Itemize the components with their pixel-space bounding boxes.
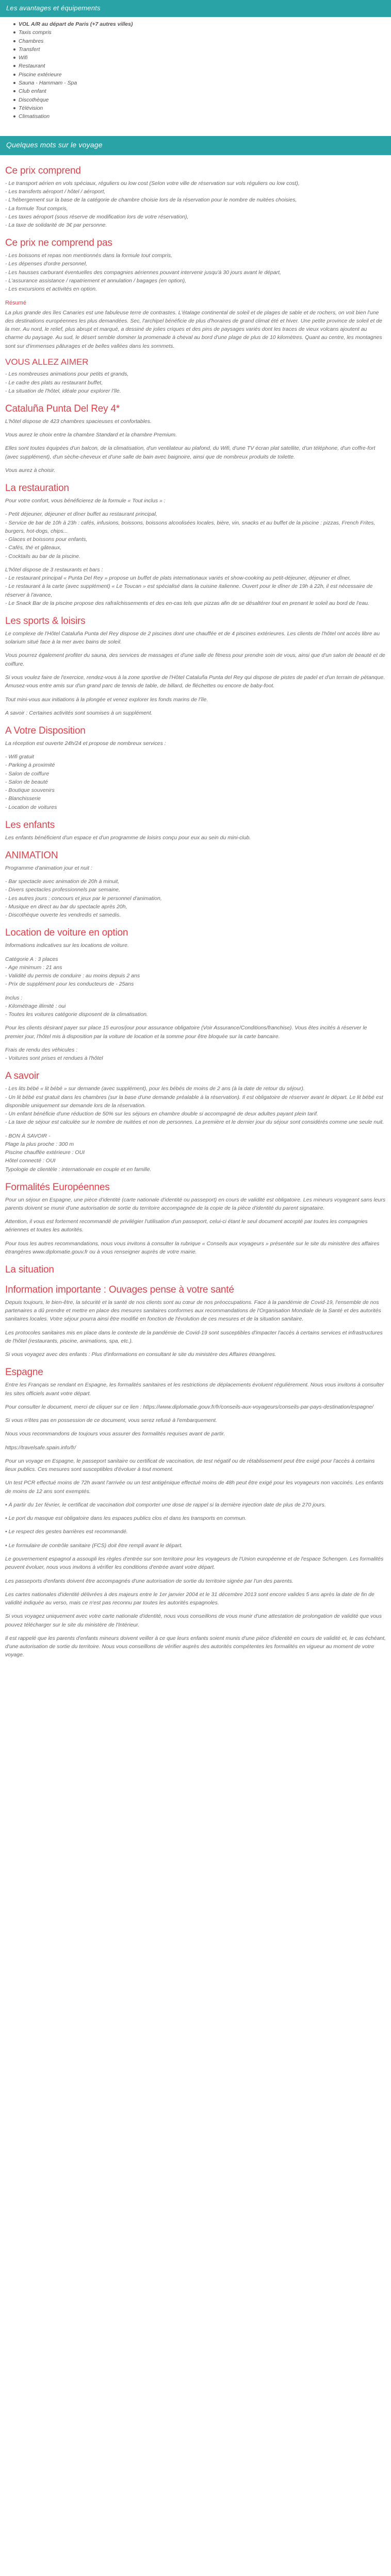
section-paragraph: - Petit déjeuner, déjeuner et dîner buffet au restaurant principal, - Service de bar de 10h à 23h : cafés, infusions, boissons, boissons alcoolisées locales, bière, vin, snacks et au buffet de la piscine : pizzas, French Frites, burgers, hot-dogs, chips... - Glaces et boissons pour enfants, - Cafés, thé et gâteaux, - Cocktails au bar de la piscine. [5, 511, 376, 560]
advantage-item: Wifi [13, 54, 383, 62]
section-paragraph: Pour un séjour en Espagne, une pièce d'identité (carte nationale d'identité ou passeport) en cours de validité est obligatoire. Les mineurs voyageant sans leurs parents doivent se munir d'une autorisation de sortie du territoire accompagnée de la copie de la pièce d'identité du parent signataire. [5, 1196, 386, 1211]
advantage-item: Climatisation [13, 112, 383, 121]
section-paragraph: Un test PCR effectué moins de 72h avant l'arrivée ou un test antigénique effectué moins de 48h peut être exigé pour les voyageurs non vaccinés. Les enfants de moins de 12 ans sont exemptés. [5, 1480, 384, 1495]
section-paragraph: • Le formulaire de contrôle sanitaire (FCS) doit être rempli avant le départ. [5, 1542, 183, 1549]
section-heading: Espagne [5, 1367, 43, 1378]
advantage-item: Taxis compris [13, 28, 383, 37]
section-paragraph: Inclus : - Kilométrage illimité : oui - Toutes les voitures catégorie disposent de la climatisation. [5, 994, 148, 1018]
section-heading: ANIMATION [5, 850, 58, 861]
section-paragraph: Le complexe de l'Hôtel Cataluña Punta del Rey dispose de 2 piscines dont une chauffée et de 4 piscines extérieures. Les clients de l'hôtel ont accès libre au solarium situé face à la mer avec bains de soleil. [5, 630, 380, 646]
section-paragraph: - Les lits bébé « lit bébé » sur demande (avec supplément), pour les bébés de moins de 2 ans (à la date de retour du séjour). - Un lit bébé est gratuit dans les chambres (sur la base d'une demande préalable à la réservation). Il est obligatoire de réserver avant le départ. Le lit bébé est disponible uniquement sur demande lors de la réservation. - Un enfant bénéficie d'une réduction de 50% sur les séjours en chambre double si accompagné de deux adultes payant plein tarif. - La taxe de séjour est calculée sur le nombre de nuitées et non de personnes. La première et le dernier jour du séjour sont considérés comme une seule nuit. [5, 1086, 384, 1126]
advantages-panel [0, 17, 391, 126]
section-paragraph: Les cartes nationales d'identité délivrées à des majeurs entre le 1er janvier 2004 et le 31 décembre 2013 sont encore valides 5 ans après la date de fin de validité indiquée au verso, mais ce n'est pas reconnu par toutes les autorités espagnoles. [5, 1591, 374, 1606]
section-heading: Information importante : Ouvages pense à votre santé [5, 1284, 234, 1296]
section-paragraph: Pour votre confort, vous bénéficierez de la formule « Tout inclus » : [5, 497, 166, 504]
section-paragraph: https://travelsafe.spain.info/fr/ [5, 1444, 76, 1451]
section-paragraph: Frais de rendu des véhicules : - Voitures sont prises et rendues à l'hôtel [5, 1046, 103, 1062]
section-paragraph: La réception est ouverte 24h/24 et propose de nombreux services : [5, 740, 166, 747]
section-paragraph: L'hôtel dispose de 423 chambres spacieuses et confortables. [5, 418, 152, 425]
section-paragraph: Attention, il vous est fortement recommandé de privilégier l'utilisation d'un passeport, celui-ci étant le seul document accepté par toutes les compagnies aériennes et toutes les autorités. [5, 1218, 368, 1233]
advantage-item: Chambres [13, 37, 383, 45]
section-paragraph: - Les nombreuses animations pour petits et grands, - Le cadre des plats au restaurant buffet, - La situation de l'hôtel, idéale pour explorer l'île. [5, 371, 129, 394]
advantage-item: Télévision [13, 104, 383, 112]
advantage-item: Transfert [13, 45, 383, 54]
trip-details [0, 155, 391, 1675]
section-heading: Ce prix comprend [5, 165, 81, 177]
section-heading: Formalités Européennes [5, 1181, 110, 1193]
section-paragraph: Si vous voyagez avec des enfants : Plus d'informations en consultant le site du ministère des Affaires étrangères. [5, 1351, 276, 1358]
section-paragraph: Il est rappelé que les parents d'enfants mineurs doivent veiller à ce que leurs enfants soient munis d'une pièce d'identité en cours de validité et, le cas échéant, d'une autorisation de sortie du territoire. Nous vous conseillons de vérifier auprès des autorités compétentes les formalités en vigueur au moment de votre voyage. [5, 1635, 386, 1658]
section-heading: La situation [5, 1264, 54, 1276]
section-paragraph: La plus grande des îles Canaries est une fabuleuse terre de contrastes. L'étalage continental de soleil et de plages de sable et de rochers, on voit bien l'une des destinations européennes les plus demandées. Sec, l'archipel bénéficie de plus d'horaires de grand climat été et hiver. Une petite province de soleil et de la mer. Au nord, le relief, plus abrupt et marqué, a dessiné de jolies criques et des pins de paysages variés dont les traces de vieux volcans ajoutent au charme du paysage. Au sud, le désert semble dominer la promenade à cheval au bord d'une plage de plus de 10 kilomètres. Quant au centre, les montagnes sont sur d'immenses pâturages et de belles vallées dans les sommets. [5, 309, 382, 349]
advantage-item: VOL A/R au départ de Paris (+7 autres villes) [13, 20, 383, 28]
section-paragraph: L'hôtel dispose de 3 restaurants et bars : - Le restaurant principal « Punta Del Rey » propose un buffet de plats internationaux variés et show-cooking au petit-déjeuner, déjeuner et dîner, - Le restaurant à la carte (avec supplément) « Le Toucan » est spécialisé dans la cuisine italienne. Ouvert pour le dîner de 19h à 22h, il est nécessaire de réserver à l'avance, - Le Snack Bar de la piscine propose des rafraîchissements et des en-cas tels que pizzas afin de se désaltérer tout en prenant le soleil au bord de l'eau. [5, 566, 373, 606]
section-heading: Location de voiture en option [5, 927, 128, 939]
section-paragraph: Si vous voulez faire de l'exercice, rendez-vous à la zone sportive de l'Hôtel Cataluña Punta del Rey qui dispose de pistes de padel et d'un terrain de pétanque. Amusez-vous entre amis sur d'un grand parc de tennis de table, de billard, de fléchettes ou encore de baby-foot. [5, 674, 385, 689]
section-paragraph: - Wifi gratuit - Parking à proximité - Salon de coiffure - Salon de beauté - Boutique souvenirs - Blanchisserie - Location de voitures [5, 754, 57, 810]
section-paragraph: Le gouvernement espagnol a assoupli les règles d'entrée sur son territoire pour les voyageurs de l'Union européenne et de l'espace Schengen. Les formalités peuvent évoluer, nous vous invitons à vérifier les conditions d'entrée avant votre départ. [5, 1555, 384, 1571]
advantage-item: Discothèque [13, 96, 383, 104]
section-paragraph: Depuis toujours, le bien-être, la sécurité et la santé de nos clients sont au cœur de nos préoccupations. Face à la pandémie de Covid-19, l'ensemble de nos partenaires a dû prendre et mettre en place des mesures sanitaires conformes aux recommandations de l'Organisation Mondiale de la Santé et des autorités sanitaires locales. Votre séjour pourra ainsi être modifié en fonction de l'évolution de ces mesures et de la situation sanitaire. [5, 1299, 381, 1323]
section-heading: Les enfants [5, 820, 55, 831]
section-paragraph: VOUS ALLEZ AIMER [5, 357, 89, 367]
section-paragraph: - Bar spectacle avec animation de 20h à minuit, - Divers spectacles professionnels par semaine, - Les autres jours : concours et jeux par le personnel d'animation, - Musique en direct au bar du spectacle après 20h, - Discothèque ouverte les vendredis et samedis. [5, 878, 162, 919]
section-paragraph: Elles sont toutes équipées d'un balcon, de la climatisation, d'un ventilateur au plafond, du Wifi, d'une TV écran plat satellite, d'un téléphone, d'un coffre-fort (avec supplément), d'un sèche-cheveux et d'une salle de bain avec baignoire, ainsi que de nombreux produits de toilette. [5, 445, 376, 460]
advantages-list [8, 20, 383, 121]
section-paragraph: A savoir : Certaines activités sont soumises à un supplément. [5, 709, 153, 716]
advantage-item: Club enfant [13, 87, 383, 95]
section-paragraph: Entre les Français se rendant en Espagne, les formalités sanitaires et les restrictions de déplacements évoluent régulièrement. Nous vous invitons à consulter les sites officiels avant votre départ. [5, 1382, 384, 1397]
section-paragraph: • Le respect des gestes barrières est recommandé. [5, 1529, 128, 1535]
advantage-item: Piscine extérieure [13, 71, 383, 79]
section-paragraph: Nous vous recommandons de toujours vous assurer des formalités requises avant de partir. [5, 1431, 225, 1437]
section-paragraph: Vous pourrez également profiter du sauna, des services de massages et d'une salle de fitness pour prendre soin de vous, ainsi que d'un salon de beauté et de coiffure. [5, 652, 385, 667]
section-heading: Cataluña Punta Del Rey 4* [5, 403, 120, 415]
section-paragraph: Pour un voyage en Espagne, le passeport sanitaire ou certificat de vaccination, de test négatif ou de rétablissement peut être exigé pour l'accès à certains lieux publics. Ces mesures sont susceptibles d'évoluer à tout moment. [5, 1458, 375, 1473]
advantage-item: Sauna - Hammam - Spa [13, 79, 383, 87]
info-header: Quelques mots sur le voyage [0, 136, 391, 155]
section-paragraph: Informations indicatives sur les locations de voiture. [5, 942, 129, 949]
section-paragraph: Si vous n'êtes pas en possession de ce document, vous serez refusé à l'embarquement. [5, 1417, 217, 1424]
section-paragraph: Programme d'animation jour et nuit : [5, 865, 92, 871]
section-paragraph: Tout mini-vous aux initiations à la plongée et venez explorer les fonds marins de l'île. [5, 696, 208, 703]
section-paragraph: Vous aurez le choix entre la chambre Standard et la chambre Premium. [5, 432, 177, 438]
section-paragraph: Pour les clients désirant payer sur place 15 euros/jour pour assurance obligatoire (Voir Assurance/Conditions/franchise). Vous êtes incités à réserver le premier jour, l'hôtel mis à disposition par la voiture de location et la somme pour être bloquée sur la carte bancaire. [5, 1025, 367, 1040]
section-heading: Ce prix ne comprend pas [5, 238, 112, 249]
section-heading: A Votre Disposition [5, 725, 86, 737]
section-paragraph: • Le port du masque est obligatoire dans les espaces publics clos et dans les transports en commun. [5, 1515, 247, 1522]
advantage-item: Restaurant [13, 62, 383, 70]
section-paragraph: • À partir du 1er février, le certificat de vaccination doit comporter une dose de rappel si la dernière injection date de plus de 270 jours. [5, 1501, 326, 1508]
section-paragraph: Les enfants bénéficient d'un espace et d'un programme de loisirs conçu pour eux au sein du mini-club. [5, 834, 251, 841]
section-paragraph: Vous aurez à choisir. [5, 467, 56, 473]
section-paragraph: Les protocoles sanitaires mis en place dans le contexte de la pandémie de Covid-19 sont susceptibles d'impacter l'accès à certains services et infrastructures de l'hôtel (restaurants, piscine, animations, spa, etc.). [5, 1329, 383, 1344]
section-paragraph: Pour consulter le document, merci de cliquer sur ce lien : https://www.diplomatie.gouv.fr/fr/conseils-aux-voyageurs/conseils-par-pays-destination/espagne/ [5, 1403, 373, 1410]
section-paragraph: Résumé [5, 299, 26, 306]
section-heading: Les sports & loisirs [5, 616, 86, 627]
section-heading: La restauration [5, 483, 69, 494]
section-paragraph: Catégorie A : 3 places - Age minimum : 21 ans - Validité du permis de conduire : au moins depuis 2 ans - Prix de supplément pour les conducteurs de - 25ans [5, 956, 140, 988]
section-paragraph: Pour tous les autres recommandations, nous vous invitons à consulter la rubrique « Conseils aux voyageurs » présentée sur le site du ministère des affaires étrangères www.diplomatie.gouv.fr ou à vous renseigner auprès de votre mairie. [5, 1240, 380, 1256]
section-paragraph: Si vous voyagez uniquement avec votre carte nationale d'identité, nous vous conseillons de vous munir d'une attestation de prolongation de validité que vous pouvez télécharger sur le site du ministère de l'Intérieur. [5, 1613, 382, 1628]
section-paragraph: - Le transport aérien en vols spéciaux, réguliers ou low cost (Selon votre ville de réservation sur vols réguliers ou low cost), - Les transferts aéroport / hôtel / aéroport, - L'hébergement sur la base de la catégorie de chambre choisie lors de la réservation pour le nombre de nuitées choisies, - La formule Tout compris, - Les taxes aéroport (sous réserve de modification lors de votre réservation), - La taxe de solidarité de 3€ par personne. [5, 180, 300, 229]
advantages-header: Les avantages et équipements [0, 0, 391, 17]
section-paragraph: - BON À SAVOIR - Plage la plus proche : 300 m Piscine chauffée extérieure : OUI Hôtel connecté : OUI Typologie de clientèle : internationale en couple et en famille. [5, 1132, 152, 1173]
section-paragraph: - Les boissons et repas non mentionnés dans la formule tout compris, - Les dépenses d'ordre personnel, - Les hausses carburant éventuelles des compagnies aériennes pouvant intervenir jusqu'à 30 jours avant le départ, - L'assurance assistance / rapatriement et annulation / bagages (en option), - Les excursions et activités en option. [5, 252, 281, 293]
section-paragraph: Les passeports d'enfants doivent être accompagnés d'une autorisation de sortie du territoire signée par l'un des parents. [5, 1578, 294, 1584]
section-heading: A savoir [5, 1071, 39, 1082]
